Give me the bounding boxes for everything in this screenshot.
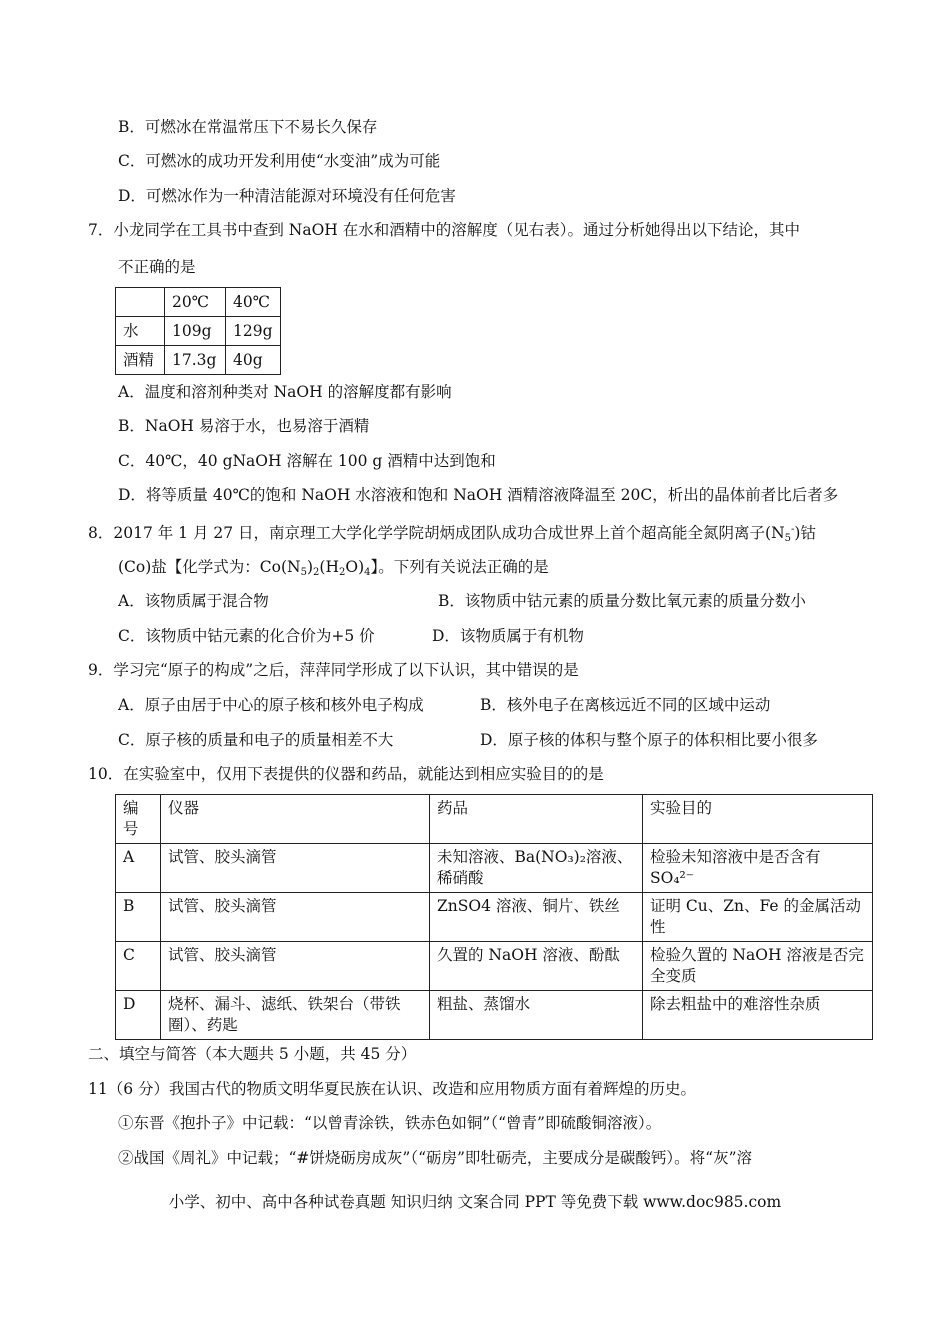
q11-item-1: ①东晋《抱扑子》中记载：“以曾青涂铁，铁赤色如铜”（“曾青”即硫酸铜溶液）。 (118, 1114, 662, 1132)
table-header: 仪器 (161, 795, 430, 844)
table-row (116, 942, 873, 991)
table-header: 药品 (430, 795, 643, 844)
table-cell: 久置的 NaOH 溶液、酚酞 (430, 942, 643, 991)
table-row (116, 795, 873, 844)
q7-option-c: C．40℃，40 gNaOH 溶解在 100 g 酒精中达到饱和 (118, 452, 496, 470)
table-cell: ZnSO4 溶液、铜片、铁丝 (430, 893, 643, 942)
q7-stem-line1: 7．小龙同学在工具书中查到 NaOH 在水和酒精中的溶解度（见右表）。通过分析她得出以下结论，其中 (88, 221, 800, 239)
q9-stem: 9．学习完“原子的构成”之后，萍萍同学形成了以下认识，其中错误的是 (88, 661, 579, 679)
table-cell: 检验未知溶液中是否含有 SO₄²⁻ (643, 844, 873, 893)
table-row (116, 844, 873, 893)
table-header: 编号 (116, 795, 161, 844)
table-row (116, 317, 281, 346)
table-cell: A (116, 844, 161, 893)
q9-option-d: D．原子核的体积与整个原子的体积相比要小很多 (480, 731, 818, 749)
table-cell: 17.3g (165, 346, 226, 375)
q8-option-c: C．该物质中钴元素的化合价为+5 价 (118, 627, 375, 645)
q10-stem: 10．在实验室中，仅用下表提供的仪器和药品，就能达到相应实验目的的是 (88, 765, 604, 783)
table-row (116, 346, 281, 375)
table-cell (116, 288, 165, 317)
q11-stem: 11（6 分）我国古代的物质文明华夏民族在认识、改造和应用物质方面有着辉煌的历史。 (88, 1080, 697, 1098)
table-cell: 109g (165, 317, 226, 346)
table-cell: 试管、胶头滴管 (161, 844, 430, 893)
q6-option-d: D．可燃冰作为一种清洁能源对环境没有任何危害 (118, 187, 456, 205)
table-cell: 129g (226, 317, 281, 346)
q8-option-d: D．该物质属于有机物 (432, 627, 584, 645)
q8-option-b: B．该物质中钴元素的质量分数比氧元素的质量分数小 (438, 592, 806, 610)
q7-stem-line2: 不正确的是 (118, 258, 196, 276)
q7-option-a: A．温度和溶剂种类对 NaOH 的溶解度都有影响 (118, 383, 452, 401)
table-cell: 证明 Cu、Zn、Fe 的金属活动性 (643, 893, 873, 942)
q9-option-a: A．原子由居于中心的原子核和核外电子构成 (118, 696, 424, 714)
table-cell: 试管、胶头滴管 (161, 942, 430, 991)
q11-item-2: ②战国《周礼》中记载；“#饼烧砺房成灰”（“砺房”即牡砺壳，主要成分是碳酸钙）。将“灰”溶 (118, 1149, 753, 1167)
q8-stem-line1: 8．2017 年 1 月 27 日，南京理工大学化学学院胡炳成团队成功合成世界上首个超高能全氮阴离子$(N_5^-)$钴 (88, 524, 816, 544)
table-cell: 40g (226, 346, 281, 375)
table-cell: 烧杯、漏斗、滤纸、铁架台（带铁圈）、药匙 (161, 991, 430, 1040)
table-cell: B (116, 893, 161, 942)
page-footer: 小学、初中、高中各种试卷真题 知识归纳 文案合同 PPT 等免费下载 www.doc985.com (168, 1193, 782, 1211)
table-cell: 试管、胶头滴管 (161, 893, 430, 942)
experiment-table (115, 794, 873, 1040)
table-cell: 水 (116, 317, 165, 346)
table-cell: D (116, 991, 161, 1040)
table-cell: 未知溶液、Ba(NO₃)₂溶液、稀硝酸 (430, 844, 643, 893)
q8-stem-line2: (Co)盐【化学式为：$Co(N_5)_2(H_2O)_4$】。下列有关说法正确的是 (118, 558, 549, 578)
q8-option-a: A．该物质属于混合物 (118, 592, 269, 610)
table-header: 实验目的 (643, 795, 873, 844)
table-cell: 检验久置的 NaOH 溶液是否完全变质 (643, 942, 873, 991)
table-cell: C (116, 942, 161, 991)
table-cell: 20℃ (165, 288, 226, 317)
q9-option-c: C．原子核的质量和电子的质量相差不大 (118, 731, 394, 749)
table-cell: 40℃ (226, 288, 281, 317)
section-title: 二、填空与简答（本大题共 5 小题，共 45 分） (88, 1045, 417, 1063)
table-cell: 酒精 (116, 346, 165, 375)
table-row (116, 893, 873, 942)
table-row (116, 288, 281, 317)
table-cell: 粗盐、蒸馏水 (430, 991, 643, 1040)
table-cell: 除去粗盐中的难溶性杂质 (643, 991, 873, 1040)
table-row (116, 991, 873, 1040)
q6-option-b: B．可燃冰在常温常压下不易长久保存 (118, 118, 378, 136)
solubility-table (115, 287, 281, 375)
q7-option-b: B．NaOH 易溶于水，也易溶于酒精 (118, 417, 370, 435)
q7-option-d: D．将等质量 40℃的饱和 NaOH 水溶液和饱和 NaOH 酒精溶液降温至 20C，析出的晶体前者比后者多 (118, 486, 839, 504)
q6-option-c: C．可燃冰的成功开发利用使“水变油”成为可能 (118, 152, 441, 170)
q9-option-b: B．核外电子在离核远近不同的区域中运动 (480, 696, 771, 714)
